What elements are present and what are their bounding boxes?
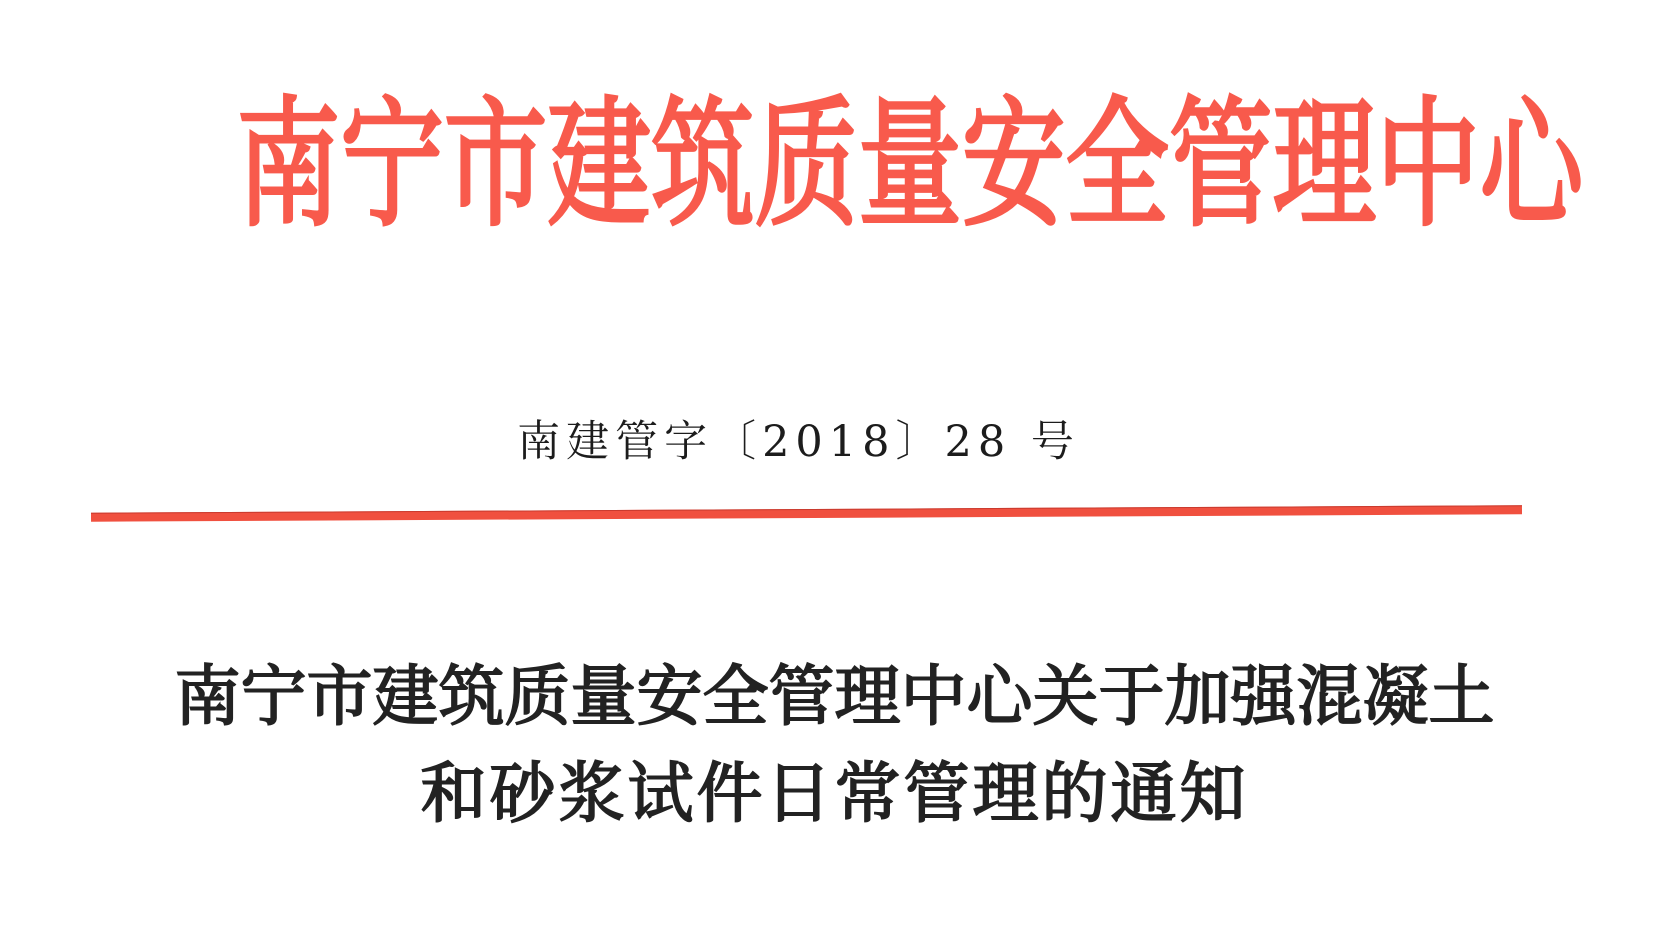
document-number: 南建管字〔2018〕28 号	[517, 417, 1080, 467]
document-title	[8, 648, 1653, 842]
agency-header	[0, 83, 1653, 247]
document-number-row	[0, 408, 1653, 469]
document-title-line-1: 南宁市建筑质量安全管理中心关于加强混凝土	[174, 657, 1495, 735]
red-divider-line	[91, 505, 1522, 521]
agency-header-title: 南宁市建筑质量安全管理中心	[236, 83, 1584, 247]
document-title-line-2: 和砂浆试件日常管理的通知	[420, 754, 1249, 832]
